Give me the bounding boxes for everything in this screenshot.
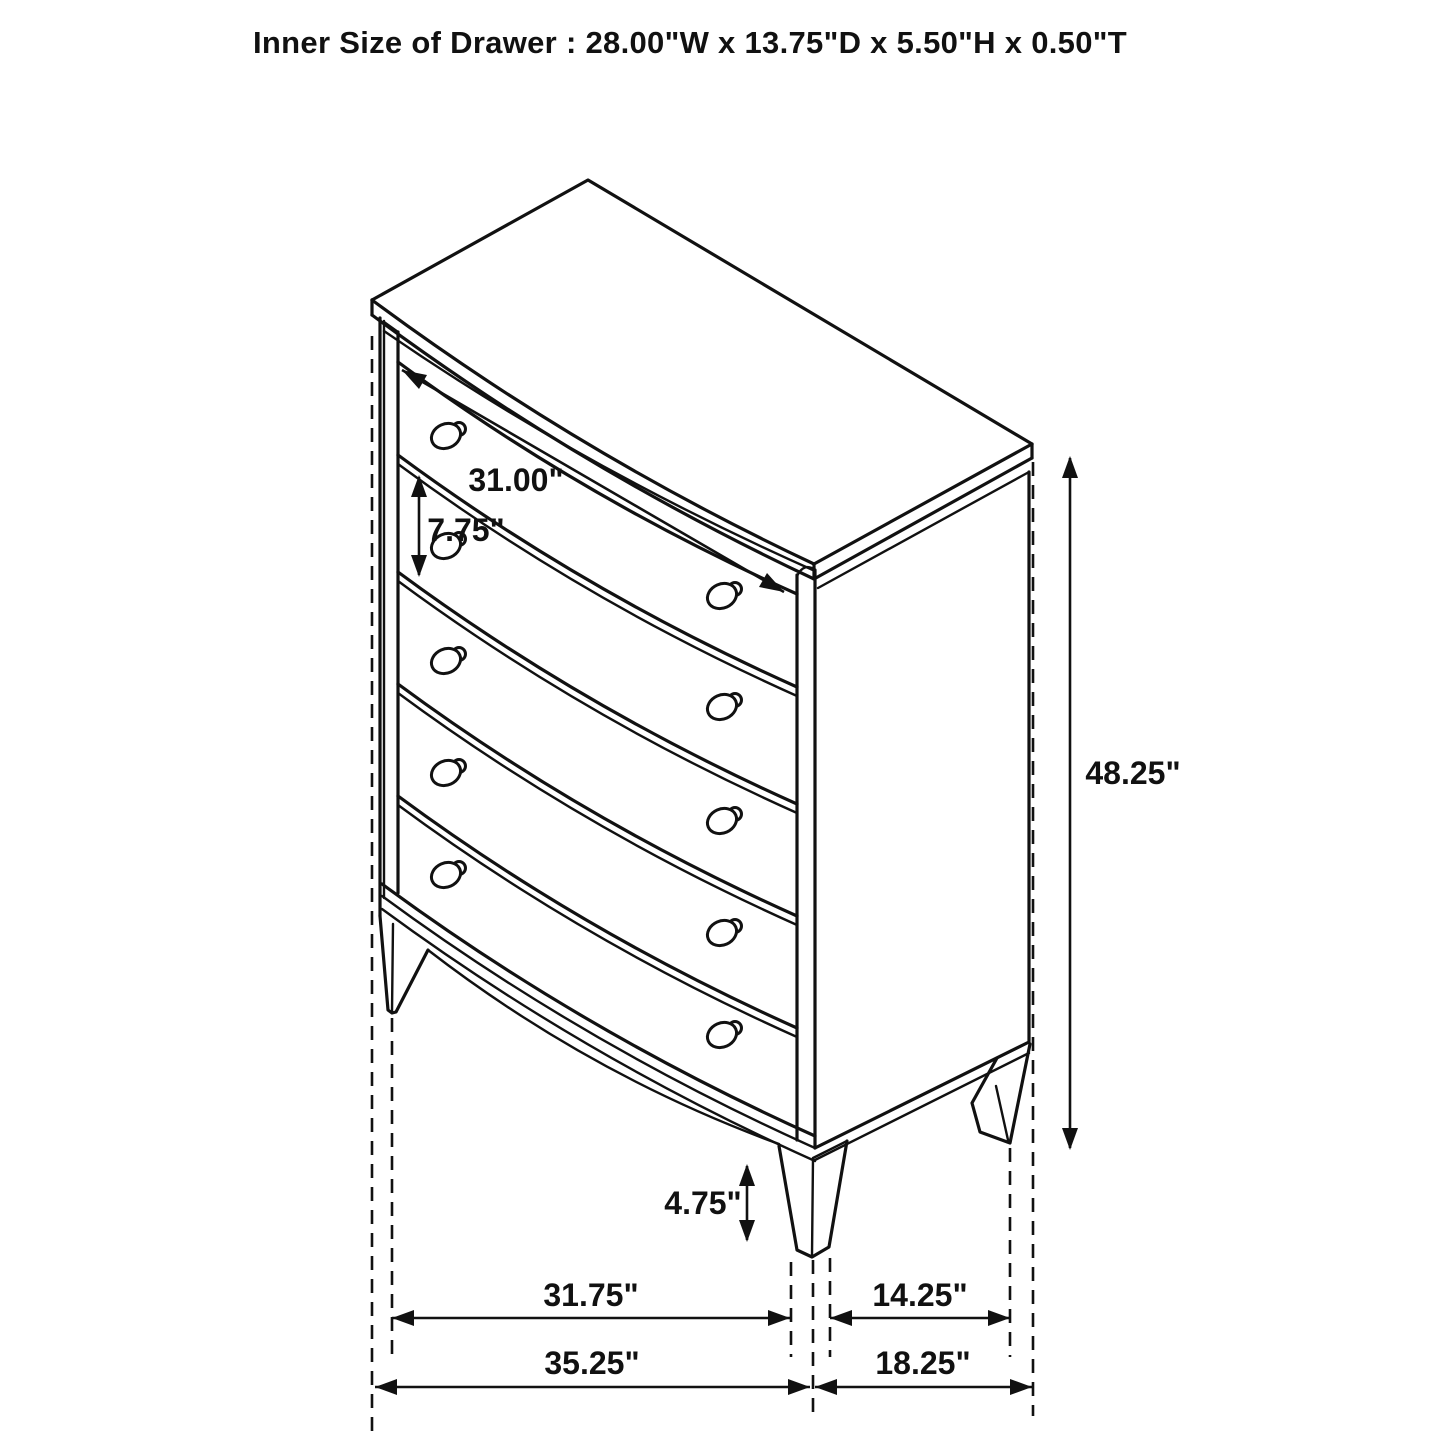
knob-icon <box>703 1018 741 1052</box>
projection-lines <box>372 336 1033 1440</box>
dim-depth-between-legs <box>830 1277 1010 1326</box>
arrow-up-icon <box>1062 456 1078 478</box>
base-molding-bottom <box>382 909 815 1161</box>
knob-icon <box>703 916 741 950</box>
arrow-left-icon <box>815 1379 837 1395</box>
arrow-left-icon <box>830 1310 852 1326</box>
chest-drawing <box>372 180 1032 1257</box>
knob-icon <box>427 858 465 892</box>
knob-icon <box>703 579 741 613</box>
arrow-right-icon <box>988 1310 1010 1326</box>
dim-depth-between-legs-label: 14.25" <box>872 1277 968 1313</box>
dim-overall-height <box>1062 456 1181 1150</box>
dim-width-between-legs <box>392 1277 790 1326</box>
dim-leg-height <box>664 1164 755 1242</box>
dimension-annotations <box>375 370 1181 1395</box>
drawer-1-top-edge <box>398 362 797 594</box>
knob-icon <box>703 804 741 838</box>
base-molding-mid <box>382 896 815 1148</box>
dim-overall-depth <box>815 1345 1032 1395</box>
arrow-down-icon <box>1062 1128 1078 1150</box>
dim-drawer-face-height-label: 7.75" <box>427 512 505 548</box>
base-molding-top <box>382 884 815 1136</box>
front-left-leg <box>380 916 428 1013</box>
arrow-down-right-icon <box>759 573 784 592</box>
arrow-left-icon <box>392 1310 414 1326</box>
dim-shaft <box>402 370 784 592</box>
dim-overall-height-label: 48.25" <box>1085 755 1181 791</box>
arrow-up-icon <box>739 1164 755 1186</box>
arrow-up-icon <box>411 475 427 497</box>
knob-icon <box>427 756 465 790</box>
arrow-down-icon <box>411 555 427 577</box>
dim-overall-width <box>375 1345 810 1395</box>
side-top-edge <box>818 472 1029 588</box>
dim-drawer-face-width <box>402 370 784 592</box>
arrow-right-icon <box>768 1310 790 1326</box>
knob-icon <box>703 690 741 724</box>
back-right-leg <box>972 1044 1030 1143</box>
arrow-up-left-icon <box>402 370 427 389</box>
dim-overall-width-label: 35.25" <box>544 1345 640 1381</box>
knob-icon <box>427 419 465 453</box>
knob-icon <box>427 644 465 678</box>
right-stile <box>797 570 815 1148</box>
arrow-right-icon <box>1010 1379 1032 1395</box>
top-back-edges <box>372 180 1032 444</box>
dim-width-between-legs-label: 31.75" <box>543 1277 639 1313</box>
arrow-left-icon <box>375 1379 397 1395</box>
page-title: Inner Size of Drawer : 28.00"W x 13.75"D x 5.50"H x 0.50"T <box>253 25 1127 60</box>
divider-4-5-a <box>398 796 797 1028</box>
dim-drawer-face-width-label: 31.00" <box>468 462 564 498</box>
arrow-right-icon <box>788 1379 810 1395</box>
dim-overall-depth-label: 18.25" <box>875 1345 971 1381</box>
dim-leg-height-label: 4.75" <box>664 1185 742 1221</box>
arrow-down-icon <box>739 1220 755 1242</box>
back-right-leg-corner <box>996 1086 1008 1140</box>
front-left-leg-corner <box>392 924 393 1012</box>
